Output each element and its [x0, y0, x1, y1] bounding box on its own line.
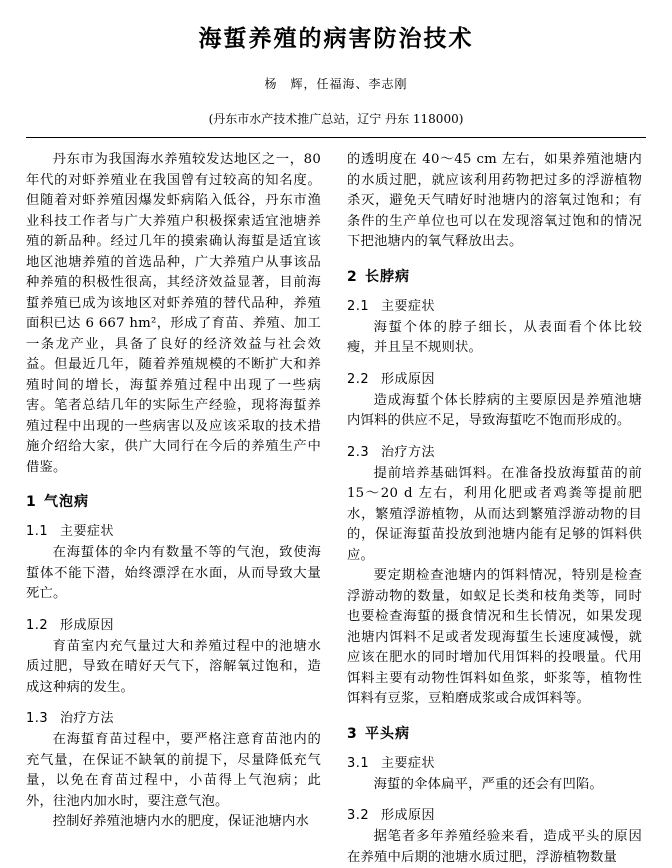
header-divider: [26, 137, 646, 138]
section-heading-1: [26, 491, 321, 511]
subsection-heading-2-3: [347, 441, 642, 460]
subsection-number: 1.3: [26, 711, 49, 726]
subsection-title: 形成原因: [60, 617, 115, 633]
intro-paragraph: 丹东市为我国海水养殖较发达地区之一，80年代的对虾养殖业在我国曾有过较高的知名度。但随着对虾养殖因爆发虾病陷入低谷，丹东市渔业科技工作者与广大养殖户积极探索适宜池塘养殖的新品种。经过几年的摸索确认海蜇是适宜该地区池塘养殖的首选品种，广大养殖户从事该品种养殖的积极性很高，其经济效益显著，目前海蜇养殖已成为该地区对虾养殖的替代品种，养殖面积已达 6 667 hm²，形成了育苗、养殖、加工一条龙产业，具备了良好的经济效益与社会效益。但最近几年，随着养殖规模的不断扩大和养殖时间的增长，海蜇养殖过程中出现了一些病害。笔者总结几年的实际生产经验，现将海蜇养殖过程中出现的一些病害以及应该采取的技术措施介绍给大家，供广大同行在今后的养殖生产中借鉴。: [26, 152, 321, 475]
two-column-body: [26, 150, 646, 868]
subsection-title: 治疗方法: [60, 711, 115, 726]
section-heading-2: [347, 266, 642, 286]
page-title: 海蜇养殖的病害防治技术: [198, 25, 474, 52]
section-number: 2: [347, 268, 358, 285]
section-title: 气泡病: [44, 494, 89, 510]
subsection-title: 形成原因: [381, 371, 436, 387]
left-column: [26, 150, 321, 833]
section-number: 1: [26, 494, 37, 510]
right-column: [347, 150, 642, 868]
section-heading-3: [347, 723, 642, 743]
affiliation: (丹东市水产技术推广总站，辽宁 丹东 118000): [208, 112, 464, 126]
subsection-title: 主要症状: [60, 524, 115, 539]
subsection-heading-1-3: [26, 707, 321, 726]
subsection-text-1-3: 在海蜇育苗过程中，要严格注意育苗池内的充气量，在保证不缺氧的前提下，尽量降低充气量，以免在育苗过程中，小苗得上气泡病；此外，往池内加水时，要注意气泡。: [26, 732, 321, 809]
subsection-text-2-3-b: 要定期检查池塘内的饵料情况，特别是检查浮游动物的数量，如蚁足长类和枝角类等，同时也要检查海蜇的摄食情况和生长情况，如果发现池塘内饵料不足或者发现海蜇生长速度减慢，就应该在肥水的同时增加代用饵料的投喂量。代用饵料主要有动物性饵料如鱼浆，虾浆等，植物性饵料有豆浆，豆粕磨成浆或合成饵料等。: [347, 568, 642, 706]
subsection-number: 2.2: [347, 371, 370, 387]
subsection-text-2-2: 造成海蜇个体长脖病的主要原因是养殖池塘内饵料的供应不足，导致海蜇吃不饱而形成的。: [347, 392, 642, 428]
subsection-number: 1.2: [26, 617, 49, 633]
subsection-heading-1-2: [26, 614, 321, 633]
subsection-title: 治疗方法: [381, 444, 436, 460]
subsection-text-3-1: 海蜇的伞体扁平，严重的还会有凹陷。: [373, 776, 604, 792]
subsection-text-3-2: 据笔者多年养殖经验来看，造成平头的原因在养殖中后期的池塘水质过肥，浮游植物数量: [347, 829, 642, 865]
subsection-number: 2.1: [347, 298, 370, 314]
section-number: 3: [347, 725, 358, 742]
subsection-heading-3-2: [347, 804, 642, 823]
subsection-number: 1.1: [26, 524, 49, 539]
subsection-number: 3.2: [347, 808, 370, 823]
subsection-heading-2-1: [347, 295, 642, 314]
subsection-text-2-3-a: 提前培养基础饵料。在准备投放海蜇苗的前15～20 d 左右，利用化肥或者鸡粪等提前肥水，繁殖浮游植物，从而达到繁殖浮游动物的目的，保证海蜇苗投放到池塘内能有足够的饵料供应。: [347, 465, 642, 563]
subsection-heading-1-1: [26, 520, 321, 539]
subsection-title: 主要症状: [381, 755, 436, 771]
subsection-heading-3-1: [347, 752, 642, 771]
section-title: 平头病: [365, 725, 410, 742]
author-list: 杨 辉，任福海、李志刚: [264, 77, 408, 91]
subsection-text-1-2: 育苗室内充气量过大和养殖过程中的池塘水质过肥，导致在晴好天气下，溶解氧过饱和，造成这种病的发生。: [26, 638, 321, 695]
section-title: 长脖病: [365, 268, 410, 285]
subsection-title: 形成原因: [381, 808, 436, 823]
subsection-heading-2-2: [347, 368, 642, 387]
subsection-number: 3.1: [347, 755, 370, 771]
continuation-paragraph: 的透明度在 40～45 cm 左右，如果养殖池塘内的水质过肥，就应该利用药物把过多的浮游植物杀灭，避免天气晴好时池塘内的溶氧过饱和；有条件的生产单位也可以在发现溶氧过饱和的情况下把池塘内的氧气释放出去。: [347, 152, 642, 249]
subsection-text-2-1: 海蜇个体的脖子细长，从表面看个体比较瘦，并且呈不规则状。: [347, 319, 642, 355]
column-tail-paragraph: 控制好养殖池塘内水的肥度，保证池塘内水: [52, 814, 310, 829]
subsection-title: 主要症状: [381, 298, 436, 314]
subsection-text-1-1: 在海蜇体的伞内有数量不等的气泡，致使海蜇体不能下潜，始终漂浮在水面，从而导致大量死亡。: [26, 545, 321, 601]
subsection-number: 2.3: [347, 444, 370, 460]
